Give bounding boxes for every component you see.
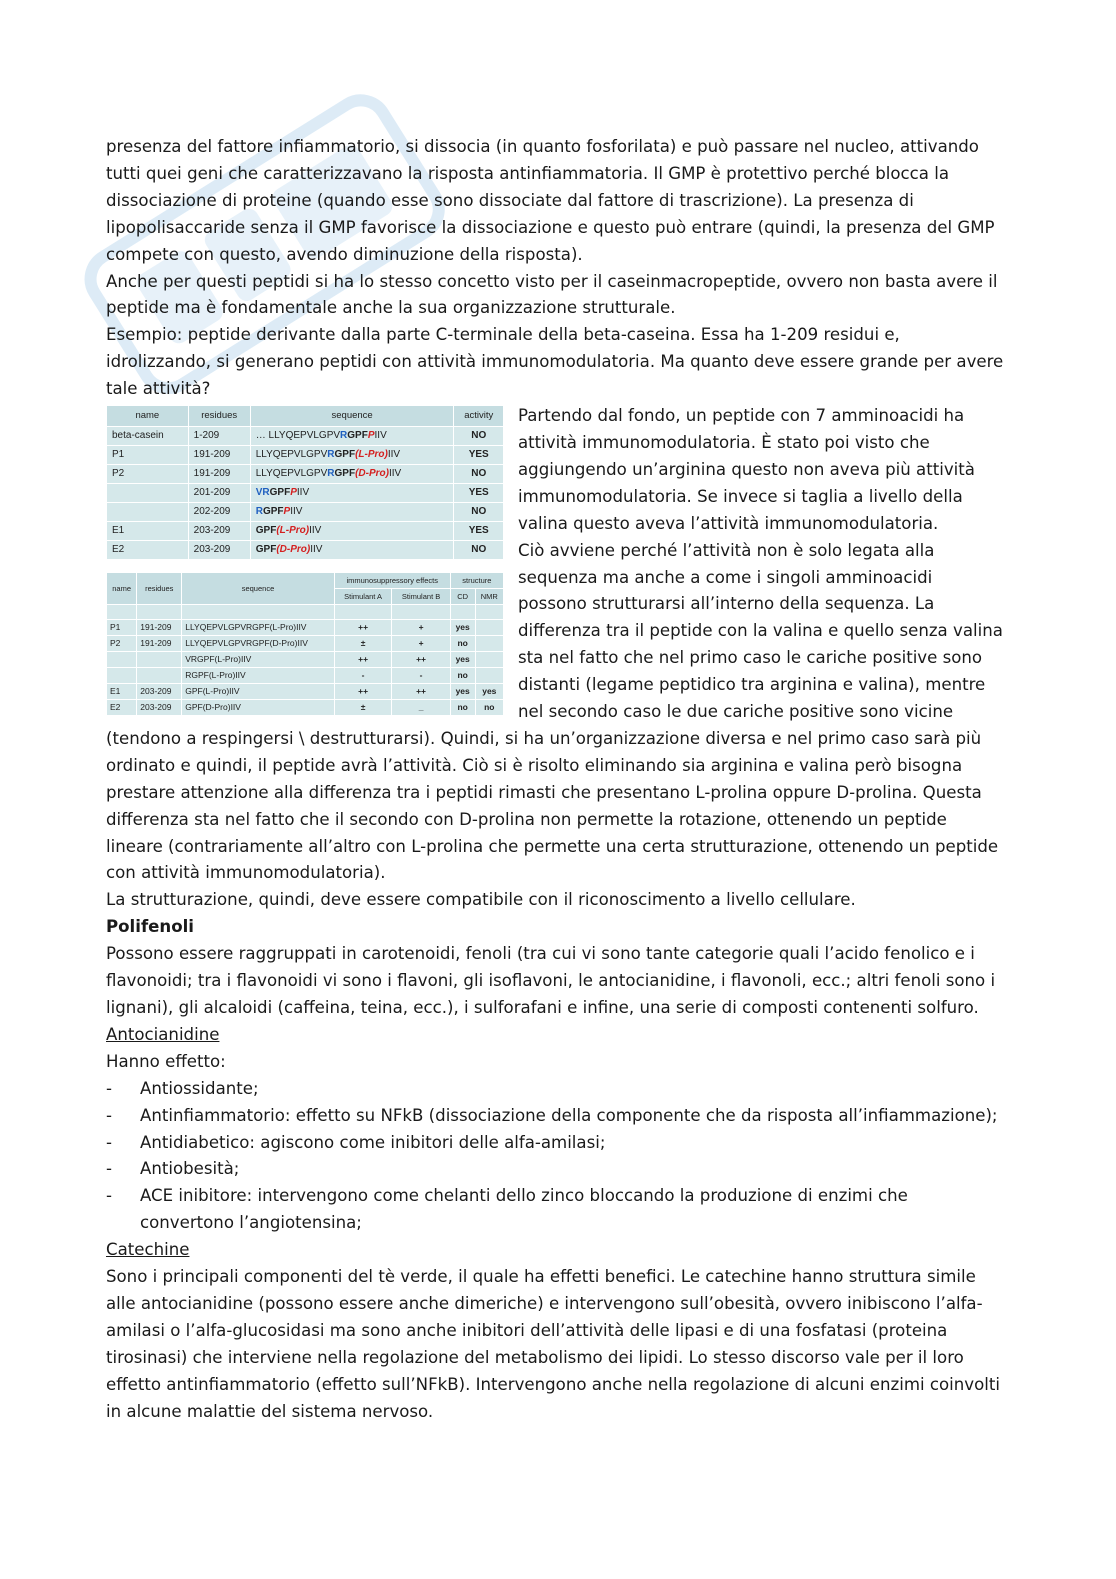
peptide-name: [107, 484, 189, 503]
peptide-name: E2: [107, 700, 137, 716]
peptide-activity: YES: [454, 484, 504, 503]
stimulant-b-value: -: [392, 668, 450, 684]
list-item: - Antiossidante;: [106, 1076, 1006, 1103]
sequence-part: LLYQEPVLGPV: [255, 468, 328, 480]
table-row: [107, 446, 504, 465]
t2-header-name: name: [107, 573, 137, 605]
paragraph-catechine: Sono i principali componenti del tè verde, il quale ha effetti benefici. Le catechine hanno struttura simile alle antocianidine (possono essere anche dimeriche) e intervengono sull’obesità, ovvero inibiscono l’alfa-amilasi o l’alfa-glucosidasi ma sono anche inibitori dell’attività delle lipasi e di una fosfatasi (proteina tirosinasi) che interviene nella regolazione del metabolismo dei lipidi. Lo stesso discorso vale per il loro effetto antinfiammatorio (effetto sull’NFkB). Intervengono anche nella regolazione di alcuni enzimi coinvolti in alcune malattie del sistema nervoso.: [106, 1267, 1001, 1421]
sequence-part: R: [327, 468, 335, 480]
cd-value: no: [450, 668, 475, 684]
stimulant-b-value: _: [392, 700, 450, 716]
cd-value: no: [450, 636, 475, 652]
peptide-sequence: RGPF(L-Pro)IIV: [182, 668, 335, 684]
paragraph-polifenoli: Possono essere raggruppati in carotenoidi, fenoli (tra cui vi sono tante categorie quali l’acido fenolico e i flavonoidi; tra i flavonoidi vi sono i flavoni, gli isoflavoni, le antocianidine, i flavonoli, ecc.; altri fenoli sono i lignani), gli alcaloidi (caffeina, teina, ecc.), i sulforafani e infine, una serie di composti contenenti solfuro.: [106, 944, 996, 1017]
peptide-residues: 202-209: [188, 503, 250, 522]
stimulant-a-value: ++: [334, 652, 392, 668]
list-item: - Antidiabetico: agiscono come inibitori delle alfa-amilasi;: [106, 1130, 1006, 1157]
stimulant-a-value: -: [334, 668, 392, 684]
sequence-part: GPF: [255, 525, 277, 537]
sequence-part: IIV: [310, 544, 323, 556]
paragraph-intro: presenza del fattore infiammatorio, si dissocia (in quanto fosforilata) e può passare nel nucleo, attivando tutti quei geni che caratterizzavano la risposta antinfiammatoria. Il GMP è protettivo perché blocca la dissociazione di proteine (quando esse sono dissociate dal fattore di trascrizione). La presenza di lipopolisaccaride senza il GMP favorisce la dissociazione e questo può entrare (quindi, la presenza del GMP compete con questo, avendo diminuzione della risposta).: [106, 137, 995, 264]
table-row: [107, 465, 504, 484]
sequence-part: GPF: [334, 468, 356, 480]
sequence-part: P: [290, 487, 297, 499]
stimulant-b-value: ++: [392, 684, 450, 700]
t1-header-cell: residues: [188, 406, 250, 427]
sequence-part: GPF: [347, 430, 368, 442]
peptide-activity: YES: [454, 446, 504, 465]
peptide-name: P1: [107, 620, 137, 636]
peptide-name: P2: [107, 465, 189, 484]
sequence-part: LLYQEPVLGPV: [255, 449, 328, 461]
t1-header-cell: name: [107, 406, 189, 427]
t2-subheader-nmr: NMR: [475, 589, 503, 605]
sequence-part: (D-Pro): [276, 544, 311, 556]
table-row: [107, 541, 504, 560]
t2-header-residues: residues: [137, 573, 182, 605]
cd-value: yes: [450, 684, 475, 700]
sequence-part: (D-Pro): [355, 468, 389, 480]
peptide-name: [107, 503, 189, 522]
stimulant-b-value: ++: [392, 652, 450, 668]
peptide-name: E1: [107, 684, 137, 700]
peptide-sequence: VRGPF(L-Pro)IIV: [182, 652, 335, 668]
table-row: [107, 668, 504, 684]
peptide-sequence: [250, 503, 454, 522]
nmr-value: [475, 668, 503, 684]
peptide-residues: 203-209: [137, 700, 182, 716]
paragraph-effects-intro: Hanno effetto:: [106, 1051, 226, 1071]
sequence-part: IIV: [387, 449, 401, 461]
paragraph-explanation: Ciò avviene perché l’attività non è solo legata alla sequenza ma anche a come i singoli amminoacidi possono strutturarsi all’interno della sequenza. La differenza tra il peptide con la valina e quello senza valina sta nel fatto che nel primo caso le cariche positive sono distanti (legame peptidico tra arginina e valina), mentre nel secondo caso le due cariche positive sono vicine (tendono a respingersi \ destrutturarsi). Quindi, si ha un’organizzazione diversa e nel primo caso sarà più ordinato e quindi, il peptide avrà l’attività. Ciò si è risolto eliminando sia arginina e valina però bisogna prestare attenzione alla differenza tra i peptidi rimasti che presentano L-prolina oppure D-prolina. Questa differenza sta nel fatto che il secondo con D-prolina non permette la rotazione, ottenendo un peptide lineare (contrariamente all’altro con L-prolina che permette una certa strutturazione, ottenendo un peptide con attività immunomodulatoria).: [106, 540, 1003, 883]
list-item: - Antinfiammatorio: effetto su NFkB (dissociazione della componente che da risposta all’infiammazione);: [106, 1103, 1006, 1130]
sequence-part: R: [340, 430, 348, 442]
table-row: [107, 522, 504, 541]
paragraph-concept: Anche per questi peptidi si ha lo stesso concetto visto per il caseinmacropeptide, ovvero non basta avere il peptide ma è fondamentale anche la sua organizzazione strutturale.: [106, 271, 998, 318]
peptide-activity: NO: [454, 427, 504, 446]
peptide-name: P1: [107, 446, 189, 465]
nmr-value: yes: [475, 684, 503, 700]
table-row: [107, 636, 504, 652]
table-row: [107, 503, 504, 522]
stimulant-a-value: ++: [334, 684, 392, 700]
peptide-sequence: GPF(L-Pro)IIV: [182, 684, 335, 700]
peptide-sequence: [250, 446, 454, 465]
peptide-sequence: LLYQEPVLGPVRGPF(D-Pro)IIV: [182, 636, 335, 652]
sequence-part: IIV: [388, 468, 402, 480]
sequence-part: IIV: [309, 525, 322, 537]
sequence-part: GPF: [334, 449, 356, 461]
peptide-residues: 191-209: [137, 636, 182, 652]
peptide-sequence: [250, 427, 454, 446]
list-item: - Antiobesità;: [106, 1156, 1006, 1183]
peptide-residues: 191-209: [188, 465, 250, 484]
cd-value: no: [450, 700, 475, 716]
sequence-part: IIV: [374, 430, 387, 442]
cd-value: yes: [450, 652, 475, 668]
list-item: - ACE inibitore: intervengono come chelanti dello zinco bloccando la produzione di enzimi che convertono l’angiotensina;: [106, 1183, 1006, 1237]
t2-subheader-stimulant-a: Stimulant A: [334, 589, 392, 605]
table-row: [107, 684, 504, 700]
sequence-part: GPF: [269, 487, 291, 499]
peptide-sequence: [250, 465, 454, 484]
paragraph-explanation-start: Partendo dal fondo, un peptide con 7 amminoacidi ha attività immunomodulatoria. È stato poi visto che aggiungendo un’arginina questo non aveva più attività immunomodulatoria. Se invece si taglia a livello della valina questo aveva l’attività immunomodulatoria.: [518, 406, 975, 533]
t2-subheader-cd: CD: [450, 589, 475, 605]
peptide-residues: 203-209: [137, 684, 182, 700]
peptide-activity: NO: [454, 503, 504, 522]
peptide-residues: 203-209: [188, 522, 250, 541]
peptide-activity: NO: [454, 465, 504, 484]
sequence-part: IIV: [290, 506, 303, 518]
peptide-sequence: GPF(D-Pro)IIV: [182, 700, 335, 716]
peptide-activity: NO: [454, 541, 504, 560]
table-row: [107, 427, 504, 446]
t2-header-structure: structure: [450, 573, 503, 589]
peptide-residues: 191-209: [137, 620, 182, 636]
subheading-catechine: Catechine: [106, 1240, 190, 1260]
t2-header-sequence: sequence: [182, 573, 335, 605]
sequence-part: GPF: [262, 506, 284, 518]
table-row: [107, 652, 504, 668]
stimulant-b-value: +: [392, 636, 450, 652]
peptide-residues: 201-209: [188, 484, 250, 503]
nmr-value: no: [475, 700, 503, 716]
paragraph-example: Esempio: peptide derivante dalla parte C-terminale della beta-caseina. Essa ha 1-209 residui e, idrolizzando, si generano peptidi con attività immunomodulatoria. Ma quanto deve essere grande per avere tale attività?: [106, 325, 1004, 399]
peptide-residues: 203-209: [188, 541, 250, 560]
t1-header-cell: sequence: [250, 406, 454, 427]
sequence-part: (L-Pro): [276, 525, 310, 537]
table-row: [107, 700, 504, 716]
peptide-name: [107, 652, 137, 668]
figure-tables: [106, 405, 504, 716]
table-beta-casein-activity: [106, 405, 504, 560]
stimulant-a-value: ±: [334, 700, 392, 716]
peptide-name: beta-casein: [107, 427, 189, 446]
effects-list: [106, 1076, 1006, 1237]
peptide-sequence: [250, 541, 454, 560]
peptide-name: P2: [107, 636, 137, 652]
peptide-activity: YES: [454, 522, 504, 541]
peptide-name: E1: [107, 522, 189, 541]
peptide-sequence: LLYQEPVLGPVRGPF(L-Pro)IIV: [182, 620, 335, 636]
table-row: [107, 484, 504, 503]
subheading-antocianidine: Antocianidine: [106, 1024, 220, 1044]
sequence-part: P: [367, 430, 375, 442]
sequence-part: … LLYQEPVLGPV: [255, 430, 341, 442]
sequence-part: IIV: [296, 487, 310, 499]
t2-subheader-stimulant-b: Stimulant B: [392, 589, 450, 605]
document-body: [106, 134, 1006, 1426]
peptide-sequence: [250, 522, 454, 541]
sequence-part: R: [255, 506, 263, 518]
peptide-name: E2: [107, 541, 189, 560]
t1-header-cell: activity: [454, 406, 504, 427]
cd-value: yes: [450, 620, 475, 636]
table-row: [107, 620, 504, 636]
peptide-residues: 1-209: [188, 427, 250, 446]
nmr-value: [475, 652, 503, 668]
t2-header-effects: immunosuppressory effects: [334, 573, 450, 589]
table-immunosuppressory-effects: [106, 572, 504, 716]
sequence-part: VR: [255, 487, 270, 499]
sequence-part: R: [327, 449, 335, 461]
sequence-part: (L-Pro): [355, 449, 388, 461]
peptide-sequence: [250, 484, 454, 503]
sequence-part: GPF: [255, 544, 277, 556]
peptide-residues: [137, 668, 182, 684]
sequence-part: P: [283, 506, 291, 518]
nmr-value: [475, 636, 503, 652]
peptide-residues: [137, 652, 182, 668]
stimulant-b-value: +: [392, 620, 450, 636]
stimulant-a-value: ++: [334, 620, 392, 636]
stimulant-a-value: ±: [334, 636, 392, 652]
peptide-name: [107, 668, 137, 684]
peptide-residues: 191-209: [188, 446, 250, 465]
heading-polifenoli: Polifenoli: [106, 917, 195, 937]
nmr-value: [475, 620, 503, 636]
paragraph-conclusion: La strutturazione, quindi, deve essere compatibile con il riconoscimento a livello cellulare.: [106, 890, 856, 910]
